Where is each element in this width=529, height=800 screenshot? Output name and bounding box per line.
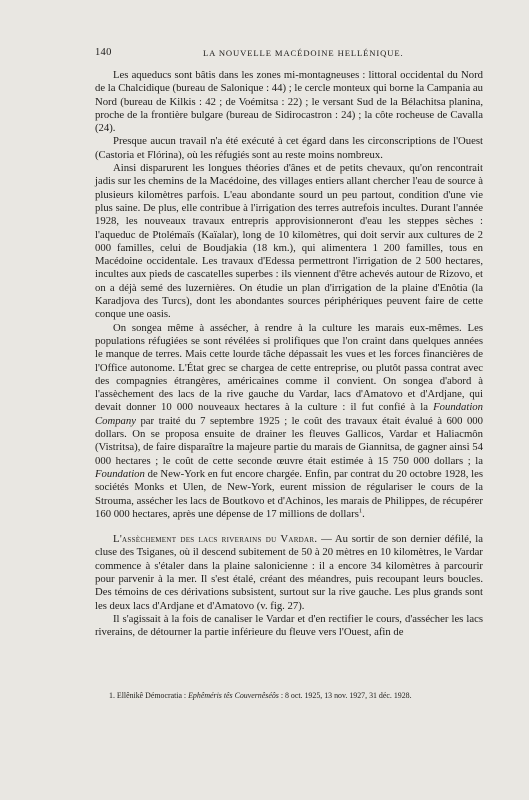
footnote-number: 1. (109, 691, 115, 700)
footnote (109, 691, 483, 701)
page-number: 140 (95, 47, 112, 58)
paragraph-canalize: Il s'agissait à la fois de canaliser le Vardar et d'en rectifier le cours, d'assécher les lacs riverains, de détourner la partie inférieure du fleuve vers l'Ouest, afin de (95, 612, 483, 639)
footnote-dates: : 8 oct. 1925, 13 nov. 1927, 31 déc. 1928. (278, 691, 412, 700)
paragraph-marshes-text-2: par traité du 7 septembre 1925 ; le coût des travaux était évalué à 600 000 dollars. On se proposa ensuite de drainer les fleuves Gallicos, Vardar et Haliacmôn (Vistritsa), de faire disparaître la majeure partie du marais de Giannitsa, de gagner ainsi 54 000 hectares ; le coût de cette seconde œuvre était estimée à 15 750 000 dollars ; la (95, 414, 483, 467)
footnote-marker: 1 (358, 507, 363, 515)
footnote-title: Ephêméris tês Couvernêséôs (188, 691, 279, 700)
foundation-name: Foundation (95, 467, 145, 480)
foundation-company-name: Foundation Company (95, 401, 483, 427)
paragraph-marshes (95, 322, 483, 521)
paragraph-vardar-lakes-text: — Au sortir de son dernier défilé, la cluse des Tsiganes, où il descend subitement de 50 à 20 mètres en 10 kilomètres, le Vardar commence à s'étaler dans la plaine salonicienne : il a encore 34 kilomètres à parcourir pour parvenir à la mer. Il s'est étalé, créant des méandres, puis recoupant leurs boucles. Des témoins de ces dérivations subsistent, surtout sur la rive gauche. Les plus grands sont les deux lacs d'Ardjane et d'Amatovo (v. fig. 27). (95, 533, 483, 612)
paragraph-marshes-end: . (362, 507, 365, 520)
paragraph-irrigation: Ainsi disparurent les longues théories d'ânes et de petits chevaux, qu'on rencontrait jadis sur les chemins de la Macédoine, des villages entiers allant chercher l'eau de source à plusieurs kilomètres parfois. L'eau abondante sourd un peu partout, condition d'une vie plus saine. De plus, elle contribue à l'irrigation des terres autrefois incultes. Durant l'année 1928, les nouveaux travaux entrepris approvisionneront d'eau les steppes sèches : l'aqueduc de Ptolémaïs (Kaïalar), long de 10 kilomètres, qui doit servir aux cultures de 2 000 familles, celui de Boudjakia (18 km.), qui alimentera 1 200 familles, tous en Macédoine occidentale. Les travaux d'Edessa permettront l'irrigation de 2 500 hectares, incultes aux pieds de cascatelles superbes : ils viennent d'être achevés autour de Rizovo, et on a déjà semé des luzernières. On étudie un plan d'irrigation de la plaine d'Enôtia (la Karadjova des Turcs), dont les abondantes sources périphériques peuvent faire de cette conque une oasis. (95, 162, 483, 321)
paragraph-west: Presque aucun travail n'a été exécuté à cet égard dans les circonscriptions de l'Ouest (Castoria et Flórina), où les réfugiés sont au reste moins nombreux. (95, 135, 483, 161)
footnote-source: Ellênikê Démocratia : (114, 691, 189, 700)
section-heading: L'assèchement des lacs riverains du Vardar. (113, 533, 318, 546)
page-body (95, 69, 483, 639)
paragraph-vardar-lakes (95, 533, 483, 613)
paragraph-marshes-text-1: On songea même à assécher, à rendre à la culture les marais eux-mêmes. Les populations réfugiées se sont révélées si prolifiques que l'on craint dans quelques années le manque de terres. Mais cette lourde tâche dépassait les vues et les forces financières de l'Office autonome. L'État grec se chargea de cette entreprise, ou plutôt passa contrat avec des compagnies étrangères, américaines comme il convient. On songea d'abord à l'assèchement des lacs de la rive gauche du Vardar, lacs d'Amatovo et d'Ardjane, qui devait donner 10 000 nouveaux hectares à la culture : il fut confié à la (95, 321, 483, 414)
paragraph-marshes-text-3: de New-York en fut encore chargée. Enfin, par contrat du 20 octobre 1928, les sociétés Monks et Ulen, de New-York, eurent mission de régulariser le cours de la Strouma, assécher les lacs de Boutkovo et d'Achinos, les marais de Philippes, de récupérer 160 000 hectares, après une dépense de 17 millions de dollars (95, 467, 483, 520)
running-title: LA NOUVELLE MACÉDOINE HELLÉNIQUE. (203, 48, 404, 58)
page-header (95, 47, 483, 61)
paragraph-aqueducts: Les aqueducs sont bâtis dans les zones mi-montagneuses : littoral occidental du Nord de la Chalcidique (bureau de Salonique : 44) ; le cercle monteux qui borne la Campania au Nord (bureau de Kilkis : 42 ; de Voémitsa : 22) ; le versant Sud de la Bélachitsa planina, proche de la frontière bulgare (bureau de Sidirocastron : 24) ; la côte rocheuse de Cavalla (24). (95, 69, 483, 135)
